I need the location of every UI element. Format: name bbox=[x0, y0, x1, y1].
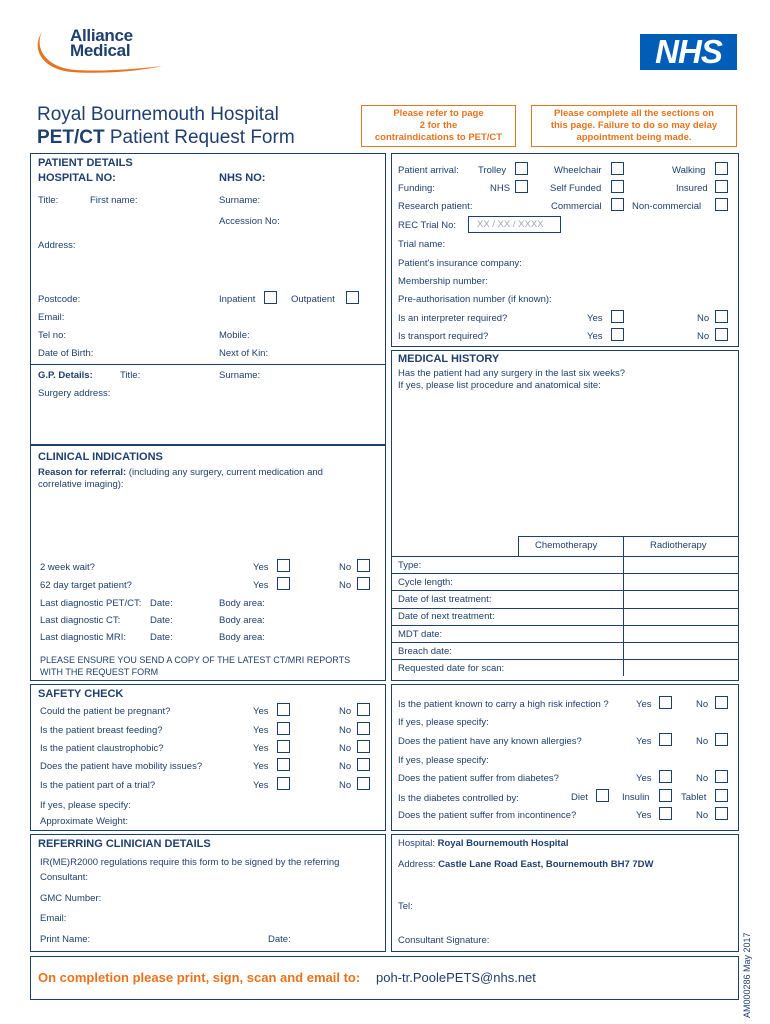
commercial-label: Commercial bbox=[551, 201, 602, 212]
last-mri-label: Last diagnostic MRI: bbox=[40, 632, 127, 643]
therapy-row-line bbox=[392, 625, 739, 626]
therapy-type-label: Type: bbox=[398, 560, 422, 571]
gp-title-label: Title: bbox=[120, 370, 141, 381]
allergies-no-label: No bbox=[696, 736, 709, 747]
hospital-address-value: Castle Lane Road East, Bournemouth BH7 7DW bbox=[438, 859, 654, 870]
hospital-label bbox=[398, 838, 569, 849]
gmc-number-label: GMC Number: bbox=[40, 893, 102, 904]
wheelchair-label: Wheelchair bbox=[554, 165, 602, 176]
mdt-date-label: MDT date: bbox=[398, 629, 443, 640]
tablet-label: Tablet bbox=[681, 792, 707, 803]
medical-history-section bbox=[391, 350, 739, 681]
allergies-no-checkbox[interactable] bbox=[715, 733, 728, 746]
walking-label: Walking bbox=[672, 165, 706, 176]
transport-yes-checkbox[interactable] bbox=[611, 328, 624, 341]
notice2-line3: appointment being made. bbox=[576, 132, 692, 143]
submission-email-link[interactable]: poh-tr.PoolePETS@nhs.net bbox=[376, 970, 536, 985]
tablet-checkbox[interactable] bbox=[715, 789, 728, 802]
notice1-line2: 2 for the bbox=[419, 120, 458, 131]
two-week-yes-label: Yes bbox=[253, 562, 269, 573]
complete-notice bbox=[531, 105, 737, 147]
infection-no-checkbox[interactable] bbox=[715, 696, 728, 709]
pregnant-no-checkbox[interactable] bbox=[357, 703, 370, 716]
claustrophobic-no-label: No bbox=[339, 743, 352, 754]
chemotherapy-header: Chemotherapy bbox=[535, 540, 598, 551]
notice1-line3: contraindications to PET/CT bbox=[374, 132, 503, 143]
medical-history-heading: MEDICAL HISTORY bbox=[398, 353, 500, 365]
outpatient-checkbox[interactable] bbox=[346, 291, 359, 304]
hospital-key: Hospital: bbox=[398, 838, 435, 849]
irmer-line1: IR(ME)R2000 regulations require this form to be signed by the referring bbox=[40, 857, 340, 868]
notice2-line2: this page. Failure to do so may delay bbox=[550, 120, 718, 131]
breastfeeding-yes-label: Yes bbox=[253, 725, 269, 736]
consultant-signature-label: Consultant Signature: bbox=[398, 935, 490, 946]
last-petct-label: Last diagnostic PET/CT: bbox=[40, 598, 142, 609]
breastfeeding-no-label: No bbox=[339, 725, 352, 736]
incontinence-question: Does the patient suffer from incontinence? bbox=[398, 810, 577, 821]
clinical-indications-heading: CLINICAL INDICATIONS bbox=[38, 451, 163, 463]
last-mri-body-label: Body area: bbox=[219, 632, 265, 643]
incontinence-yes-label: Yes bbox=[636, 810, 652, 821]
two-week-yes-checkbox[interactable] bbox=[277, 559, 290, 572]
allergies-yes-label: Yes bbox=[636, 736, 652, 747]
nhs-no-label: NHS NO: bbox=[219, 172, 266, 184]
day62-label: 62 day target patient? bbox=[40, 580, 132, 591]
transport-no-label: No bbox=[697, 331, 710, 342]
safety-check-heading: SAFETY CHECK bbox=[38, 688, 124, 700]
therapy-next-treatment-label: Date of next treatment: bbox=[398, 611, 495, 622]
patient-details-heading: PATIENT DETAILS bbox=[38, 157, 133, 169]
therapy-last-treatment-label: Date of last treatment: bbox=[398, 594, 492, 605]
contraindications-notice bbox=[361, 105, 516, 147]
allergies-specify-label: If yes, please specify: bbox=[398, 755, 489, 766]
rec-trial-input[interactable]: XX / XX / XXXX bbox=[468, 216, 561, 233]
diabetes-controlled-label: Is the diabetes controlled by: bbox=[398, 793, 519, 804]
email-label: Email: bbox=[38, 312, 65, 323]
mobility-no-checkbox[interactable] bbox=[357, 758, 370, 771]
form-title-petct: PET/CT bbox=[37, 127, 105, 148]
breach-date-label: Breach date: bbox=[398, 646, 452, 657]
day62-yes-label: Yes bbox=[253, 580, 269, 591]
diabetes-no-checkbox[interactable] bbox=[715, 770, 728, 783]
two-week-wait-label: 2 week wait? bbox=[40, 562, 95, 573]
incontinence-no-label: No bbox=[696, 810, 709, 821]
logo-text-medical: Medical bbox=[70, 41, 131, 60]
mobility-question: Does the patient have mobility issues? bbox=[40, 761, 203, 772]
address-key: Address: bbox=[398, 859, 436, 870]
interpreter-no-checkbox[interactable] bbox=[715, 310, 728, 323]
interpreter-yes-checkbox[interactable] bbox=[611, 310, 624, 323]
nhs-logo bbox=[640, 34, 737, 70]
infection-specify-label: If yes, please specify: bbox=[398, 717, 489, 728]
irmer-line2: Consultant: bbox=[40, 872, 89, 883]
claustrophobic-no-checkbox[interactable] bbox=[357, 740, 370, 753]
pregnant-yes-label: Yes bbox=[253, 706, 269, 717]
last-ct-body-label: Body area: bbox=[219, 615, 265, 626]
breastfeeding-question: Is the patient breast feeding? bbox=[40, 725, 163, 736]
surgery-address-label: Surgery address: bbox=[38, 388, 111, 399]
breastfeeding-no-checkbox[interactable] bbox=[357, 722, 370, 735]
funding-nhs-checkbox[interactable] bbox=[515, 180, 528, 193]
notice2-line1: Please complete all the sections on bbox=[554, 108, 714, 119]
transport-no-checkbox[interactable] bbox=[715, 328, 728, 341]
hospital-title: Royal Bournemouth Hospital bbox=[37, 104, 279, 125]
therapy-row-line bbox=[392, 642, 739, 643]
therapy-row-line bbox=[392, 573, 739, 574]
accession-label: Accession No: bbox=[219, 216, 280, 227]
funding-label: Funding: bbox=[398, 183, 435, 194]
diet-checkbox[interactable] bbox=[596, 789, 609, 802]
reason-bold: Reason for referral: bbox=[38, 467, 127, 478]
trial-no-checkbox[interactable] bbox=[357, 777, 370, 790]
last-petct-body-label: Body area: bbox=[219, 598, 265, 609]
alliance-medical-logo bbox=[36, 26, 166, 76]
hospital-tel-label: Tel: bbox=[398, 901, 413, 912]
diabetes-yes-label: Yes bbox=[636, 773, 652, 784]
claustrophobic-yes-checkbox[interactable] bbox=[277, 740, 290, 753]
diabetes-question: Does the patient suffer from diabetes? bbox=[398, 773, 559, 784]
referring-clinician-heading: REFERRING CLINICIAN DETAILS bbox=[38, 838, 211, 850]
postcode-label: Postcode: bbox=[38, 294, 81, 305]
interpreter-yes-label: Yes bbox=[587, 313, 603, 324]
notice1-line1: Please refer to page bbox=[393, 108, 484, 119]
non-commercial-label: Non-commercial bbox=[632, 201, 702, 212]
allergies-yes-checkbox[interactable] bbox=[659, 733, 672, 746]
day62-no-label: No bbox=[339, 580, 352, 591]
walking-checkbox[interactable] bbox=[715, 162, 728, 175]
self-funded-label: Self Funded bbox=[550, 183, 602, 194]
funding-nhs-label: NHS bbox=[490, 183, 511, 194]
breastfeeding-yes-checkbox[interactable] bbox=[277, 722, 290, 735]
day62-no-checkbox[interactable] bbox=[357, 577, 370, 590]
incontinence-no-checkbox[interactable] bbox=[715, 807, 728, 820]
tel-label: Tel no: bbox=[38, 330, 66, 341]
patient-arrival-label: Patient arrival: bbox=[398, 165, 459, 176]
pregnant-no-label: No bbox=[339, 706, 352, 717]
nhs-logo-text: NHS bbox=[655, 33, 722, 70]
infection-yes-checkbox[interactable] bbox=[659, 696, 672, 709]
last-petct-date-label: Date: bbox=[150, 598, 173, 609]
inpatient-checkbox[interactable] bbox=[264, 291, 277, 304]
research-patient-label: Research patient: bbox=[398, 201, 473, 212]
last-ct-date-label: Date: bbox=[150, 615, 173, 626]
commercial-checkbox[interactable] bbox=[611, 198, 624, 211]
transport-label: Is transport required? bbox=[398, 331, 489, 342]
interpreter-no-label: No bbox=[697, 313, 710, 324]
hospital-name: Royal Bournemouth Hospital bbox=[437, 838, 569, 849]
gp-surname-label: Surname: bbox=[219, 370, 261, 381]
infection-yes-label: Yes bbox=[636, 699, 652, 710]
therapy-row-line bbox=[392, 590, 739, 591]
completion-instruction: On completion please print, sign, scan and email to: bbox=[38, 970, 361, 985]
trial-yes-checkbox[interactable] bbox=[277, 777, 290, 790]
therapy-row-line bbox=[392, 608, 739, 609]
hospital-no-label: HOSPITAL NO: bbox=[38, 172, 116, 184]
wheelchair-checkbox[interactable] bbox=[611, 162, 624, 175]
approx-weight-label: Approximate Weight: bbox=[40, 816, 129, 827]
mobility-yes-label: Yes bbox=[253, 761, 269, 772]
therapy-col-left bbox=[518, 536, 519, 556]
inpatient-label: Inpatient bbox=[219, 294, 256, 305]
ensure-reports-line1: PLEASE ENSURE YOU SEND A COPY OF THE LATEST CT/MRI REPORTS bbox=[40, 655, 351, 665]
therapy-cycle-label: Cycle length: bbox=[398, 577, 453, 588]
print-name-label: Print Name: bbox=[40, 934, 91, 945]
pregnant-question: Could the patient be pregnant? bbox=[40, 706, 171, 717]
logo-text-alliance: Alliance bbox=[70, 26, 133, 45]
form-title-rest: Patient Request Form bbox=[104, 127, 295, 148]
incontinence-yes-checkbox[interactable] bbox=[659, 807, 672, 820]
therapy-header-top bbox=[518, 536, 739, 537]
rec-trial-label: REC Trial No: bbox=[398, 220, 457, 231]
non-commercial-checkbox[interactable] bbox=[715, 198, 728, 211]
procedure-list-prompt: If yes, please list procedure and anatomical site: bbox=[398, 380, 601, 391]
membership-number-label: Membership number: bbox=[398, 276, 488, 287]
next-of-kin-label: Next of Kin: bbox=[219, 348, 269, 359]
self-funded-checkbox[interactable] bbox=[611, 180, 624, 193]
insured-checkbox[interactable] bbox=[715, 180, 728, 193]
therapy-col-mid bbox=[623, 536, 624, 676]
gp-divider bbox=[31, 364, 385, 365]
surgery-six-weeks-question: Has the patient had any surgery in the last six weeks? bbox=[398, 368, 626, 379]
clinician-date-label: Date: bbox=[268, 934, 291, 945]
requested-date-label: Requested date for scan: bbox=[398, 663, 505, 674]
trial-specify-label: If yes, please specify: bbox=[40, 800, 131, 811]
diabetes-no-label: No bbox=[696, 773, 709, 784]
trial-question: Is the patient part of a trial? bbox=[40, 780, 156, 791]
diabetes-yes-checkbox[interactable] bbox=[659, 770, 672, 783]
trial-yes-label: Yes bbox=[253, 780, 269, 791]
reason-for-referral bbox=[38, 467, 323, 478]
transport-yes-label: Yes bbox=[587, 331, 603, 342]
first-name-label: First name: bbox=[90, 195, 138, 206]
clinician-email-label: Email: bbox=[40, 913, 67, 924]
mobility-no-label: No bbox=[339, 761, 352, 772]
form-title bbox=[37, 127, 295, 149]
last-ct-label: Last diagnostic CT: bbox=[40, 615, 121, 626]
insulin-checkbox[interactable] bbox=[659, 789, 672, 802]
mobile-label: Mobile: bbox=[219, 330, 250, 341]
pregnant-yes-checkbox[interactable] bbox=[277, 703, 290, 716]
interpreter-label: Is an interpreter required? bbox=[398, 313, 508, 324]
two-week-no-checkbox[interactable] bbox=[357, 559, 370, 572]
insulin-label: Insulin bbox=[622, 792, 650, 803]
surname-label: Surname: bbox=[219, 195, 261, 206]
title-label: Title: bbox=[38, 195, 59, 206]
infection-no-label: No bbox=[696, 699, 709, 710]
form-code: AM000286 May 2017 bbox=[742, 932, 752, 1018]
insurance-company-label: Patient's insurance company: bbox=[398, 258, 522, 269]
trial-name-label: Trial name: bbox=[398, 239, 446, 250]
radiotherapy-header: Radiotherapy bbox=[650, 540, 707, 551]
reason-rest: (including any surgery, current medication and bbox=[126, 467, 323, 478]
therapy-row-line bbox=[392, 556, 739, 557]
trolley-label: Trolley bbox=[478, 165, 507, 176]
hospital-address bbox=[398, 859, 654, 870]
outpatient-label: Outpatient bbox=[291, 294, 335, 305]
allergies-question: Does the patient have any known allergies? bbox=[398, 736, 582, 747]
trial-no-label: No bbox=[339, 780, 352, 791]
mobility-yes-checkbox[interactable] bbox=[277, 758, 290, 771]
dob-label: Date of Birth: bbox=[38, 348, 94, 359]
preauth-label: Pre-authorisation number (if known): bbox=[398, 294, 552, 305]
reason-line2: correlative imaging): bbox=[38, 479, 124, 490]
ensure-reports-line2: WITH THE REQUEST FORM bbox=[40, 667, 159, 677]
claustrophobic-question: Is the patient claustrophobic? bbox=[40, 743, 164, 754]
claustrophobic-yes-label: Yes bbox=[253, 743, 269, 754]
gp-details-label: G.P. Details: bbox=[38, 370, 93, 381]
two-week-no-label: No bbox=[339, 562, 352, 573]
infection-question: Is the patient known to carry a high risk infection ? bbox=[398, 699, 609, 710]
last-mri-date-label: Date: bbox=[150, 632, 173, 643]
address-label: Address: bbox=[38, 240, 76, 251]
day62-yes-checkbox[interactable] bbox=[277, 577, 290, 590]
insured-label: Insured bbox=[676, 183, 708, 194]
trolley-checkbox[interactable] bbox=[515, 162, 528, 175]
diet-label: Diet bbox=[571, 792, 588, 803]
therapy-row-line bbox=[392, 659, 739, 660]
